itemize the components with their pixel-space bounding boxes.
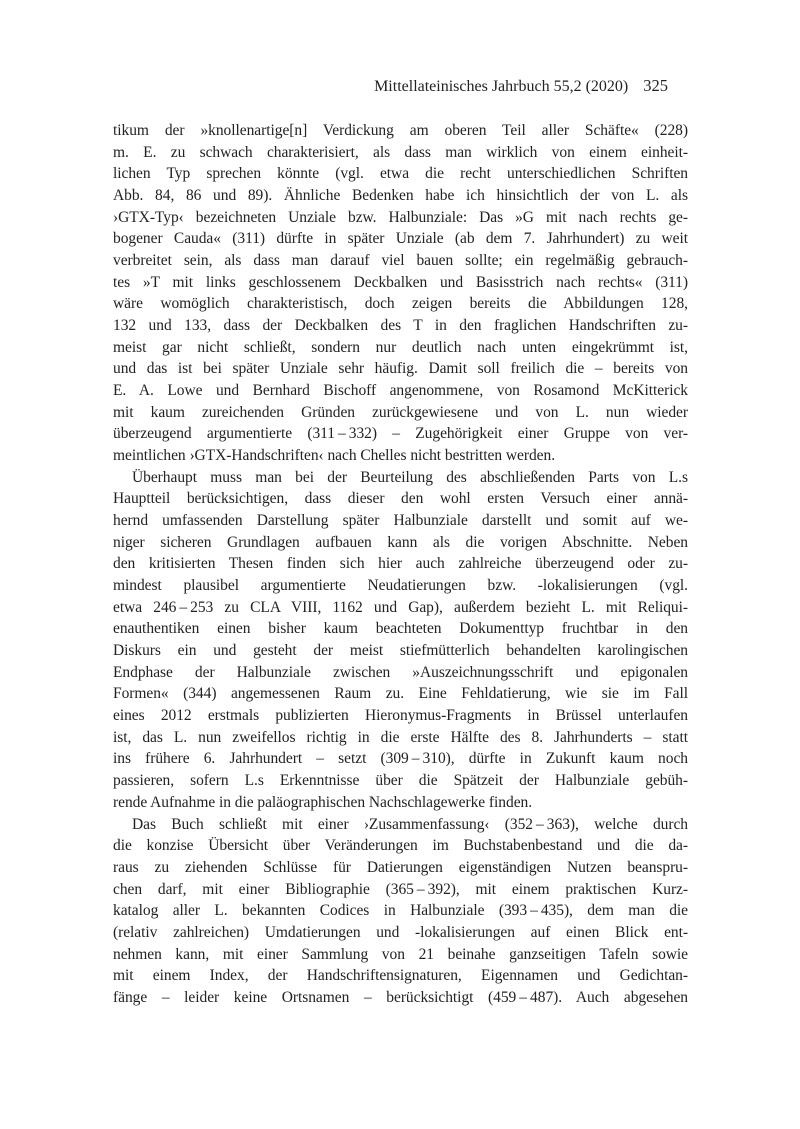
journal-title: Mittellateinisches Jahrbuch 55,2 (2020) — [374, 78, 629, 95]
text-line: tikum der »knollenartige[n] Verdickung am oberen Teil aller Schäfte« (228) — [113, 122, 688, 139]
text-line: mit kaum zureichenden Gründen zurückgewiesene und von L. nun wieder — [113, 403, 688, 421]
text-line: passieren, sofern L.s Erkenntnisse über die Spätzeit der Halbunziale gebüh- — [113, 772, 688, 790]
text-line: mit einem Index, der Handschriftensignaturen, Eigennamen und Gedichtan- — [113, 967, 688, 985]
text-line: überzeugend argumentierte (311 – 332) – Zugehörigkeit einer Gruppe von ver- — [113, 425, 688, 443]
text-line: verbreitet sein, als dass man darauf viel bauen sollte; ein regelmäßig gebrauch- — [113, 252, 688, 270]
text-line: ist, das L. nun zweifellos richtig in die erste Hälfte des 8. Jahrhunderts – statt — [113, 728, 688, 746]
text-line: m. E. zu schwach charakterisiert, als dass man wirklich von einem einheit- — [113, 143, 688, 161]
text-line: Endphase der Halbunziale zwischen »Auszeichnungsschrift und epigonalen — [113, 663, 688, 681]
text-line: Das Buch schließt mit einer ›Zusammenfassung‹ (352 – 363), welche durch — [132, 815, 688, 833]
text-line: chen darf, mit einer Bibliographie (365 – 392), mit einem praktischen Kurz- — [113, 880, 688, 898]
text-line: Formen« (344) angemessenen Raum zu. Eine Fehldatierung, wie sie im Fall — [113, 685, 688, 703]
text-line: etwa 246 – 253 zu CLA VIII, 1162 und Gap), außerdem bezieht L. mit Reliqui- — [113, 598, 688, 616]
text-line: rende Aufnahme in die paläographischen Nachschlagewerke finden. — [113, 793, 533, 811]
body-text — [113, 120, 688, 1009]
text-line: katalog aller L. bekannten Codices in Halbunziale (393 – 435), dem man die — [113, 902, 688, 920]
text-line: die konzise Übersicht über Veränderungen im Buchstabenbestand und die da- — [113, 837, 688, 855]
text-line: mindest plausibel argumentierte Neudatierungen bzw. -lokalisierungen (vgl. — [113, 577, 688, 595]
text-line: fänge – leider keine Ortsnamen – berücksichtigt (459 – 487). Auch abgesehen — [113, 988, 688, 1006]
running-head — [113, 76, 668, 97]
text-line: und das ist bei später Unziale sehr häufig. Damit soll freilich die – bereits von — [113, 360, 688, 378]
text-line: ins frühere 6. Jahrhundert – setzt (309 – 310), dürfte in Zukunft kaum noch — [113, 750, 688, 768]
text-line: wäre womöglich charakteristisch, doch zeigen bereits die Abbildungen 128, — [113, 295, 688, 313]
text-line: niger sicheren Grundlagen aufbauen kann als die vorigen Abschnitte. Neben — [113, 533, 688, 551]
paragraph — [113, 814, 688, 1009]
text-line: (relativ zahlreichen) Umdatierungen und -lokalisierungen auf einen Blick ent- — [113, 923, 688, 941]
page-number: 325 — [643, 76, 668, 95]
text-line: Überhaupt muss man bei der Beurteilung des abschließenden Parts von L.s — [132, 468, 688, 486]
text-line: raus zu ziehenden Schlüsse für Datierungen eigenständigen Nutzen beanspru- — [113, 858, 688, 876]
text-line: meintlichen ›GTX-Handschriften‹ nach Chelles nicht bestritten werden. — [113, 447, 556, 465]
text-line: Abb. 84, 86 und 89). Ähnliche Bedenken habe ich hinsichtlich der von L. als — [113, 187, 688, 205]
text-line: lichen Typ sprechen könnte (vgl. etwa die recht unterschiedlichen Schriften — [113, 165, 688, 183]
paragraph — [113, 120, 688, 467]
text-line: meist gar nicht schließt, sondern nur deutlich nach unten eingekrümmt ist, — [113, 338, 688, 356]
text-line: tes »T mit links geschlossenem Deckbalken und Basisstrich nach rechts« (311) — [113, 273, 688, 291]
text-line: Hauptteil berücksichtigen, dass dieser den wohl ersten Versuch einer annä- — [113, 490, 688, 508]
text-line: eines 2012 erstmals publizierten Hieronymus-Fragments in Brüssel unterlaufen — [113, 707, 688, 725]
text-line: bogener Cauda« (311) dürfte in später Unziale (ab dem 7. Jahrhundert) zu weit — [113, 230, 688, 248]
text-line: E. A. Lowe und Bernhard Bischoff angenommene, von Rosamond McKitterick — [113, 382, 688, 400]
text-line: nehmen kann, mit einer Sammlung von 21 beinahe ganzseitigen Tafeln sowie — [113, 945, 688, 963]
text-line: den kritisierten Thesen finden sich hier auch zahlreiche überzeugend oder zu- — [113, 555, 688, 573]
text-line: 132 und 133, dass der Deckbalken des T in den fraglichen Handschriften zu- — [113, 317, 688, 335]
text-line: hernd umfassenden Darstellung später Halbunziale darstellt und somit auf we- — [113, 512, 688, 530]
text-line: enauthentiken einen bisher kaum beachteten Dokumenttyp fruchtbar in den — [113, 620, 688, 638]
text-line: Diskurs ein und gesteht der meist stiefmütterlich behandelten karolingischen — [113, 642, 688, 660]
text-line: ›GTX-Typ‹ bezeichneten Unziale bzw. Halbunziale: Das »G mit nach rechts ge- — [113, 208, 688, 226]
paragraph — [113, 467, 688, 814]
